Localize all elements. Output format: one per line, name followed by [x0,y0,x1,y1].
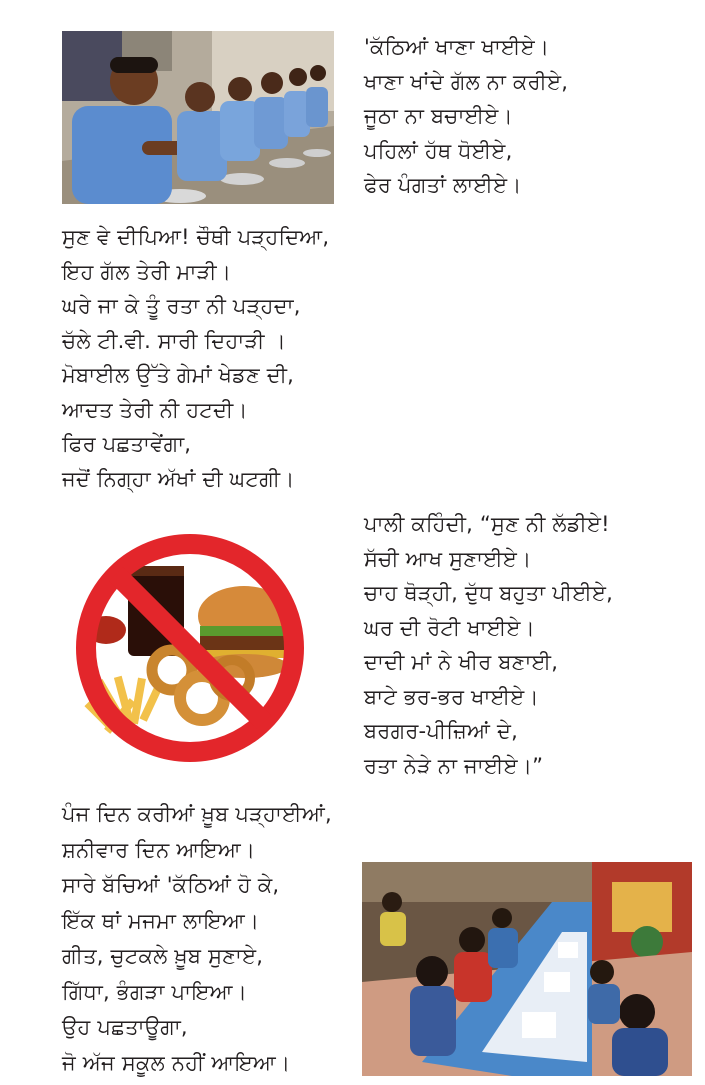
poem-line: ਸੁਣ ਵੇ ਦੀਪਿਆ! ਚੌਥੀ ਪੜ੍ਹਦਿਆ, [62,225,330,249]
poem-line: ਇਹ ਗੱਲ ਤੇਰੀ ਮਾੜੀ। [62,259,232,284]
poem-line: 'ਕੱਠਿਆਂ ਖਾਣਾ ਖਾਈਏ। [364,35,550,59]
children-eating-photo [62,31,334,204]
classroom-children-photo [362,862,692,1076]
poem-line: ਦਾਦੀ ਮਾਂ ਨੇ ਖੀਰ ਬਣਾਈ, [364,650,559,674]
poem-line: ਜਦੋਂ ਨਿਗ੍ਹਾ ਅੱਖਾਂ ਦੀ ਘਟਗੀ। [62,466,295,491]
poem-line: ਰਤਾ ਨੇੜੇ ਨਾ ਜਾਈਏ।” [364,753,544,778]
stanza-deepia [62,220,329,496]
poem-line: ਸ਼ਨੀਵਾਰ ਦਿਨ ਆਇਆ। [62,837,256,862]
poem-line: ਪਾਲੀ ਕਹਿੰਦੀ, “ਸੁਣ ਨੀ ਲੱਡੀਏ! [364,512,610,536]
poem-line: ਘਰੇ ਜਾ ਕੇ ਤੂੰ ਰਤਾ ਨੀ ਪੜ੍ਹਦਾ, [62,294,301,318]
poem-line: ਸਾਰੇ ਬੱਚਿਆਂ 'ਕੱਠਿਆਂ ਹੋ ਕੇ, [62,873,280,897]
poem-line: ਇੱਕ ਥਾਂ ਮਜਮਾ ਲਾਇਆ। [62,908,260,933]
poem-line: ਗੀਤ, ਚੁਟਕਲੇ ਖ਼ੂਬ ਸੁਣਾਏ, [62,944,264,968]
poem-line: ਪਹਿਲਾਂ ਹੱਥ ਧੋਈਏ, [364,138,513,163]
poem-line: ਸੱਚੀ ਆਖ ਸੁਣਾਈਏ। [364,546,532,571]
no-junk-food-icon [66,528,314,768]
poem-line: ਮੋਬਾਈਲ ਉੱਤੇ ਗੇਮਾਂ ਖੇਡਣ ਦੀ, [62,363,294,387]
poem-line: ਪੰਜ ਦਿਨ ਕਰੀਆਂ ਖ਼ੂਬ ਪੜ੍ਹਾਈਆਂ, [62,802,332,826]
poem-line: ਉਹ ਪਛਤਾਊਗਾ, [62,1015,188,1039]
poem-line: ਆਦਤ ਤੇਰੀ ਨੀ ਹਟਦੀ। [62,397,248,422]
poem-line: ਜੂਠਾ ਨਾ ਬਚਾਈਏ। [364,104,513,128]
poem-line: ਬਰਗਰ-ਪੀਜ਼ਿਆਂ ਦੇ, [364,719,519,743]
poem-line: ਗਿੱਧਾ, ਭੰਗੜਾ ਪਾਇਆ। [62,979,248,1004]
stanza-saturday [62,797,332,1081]
poem-line: ਜੋ ਅੱਜ ਸਕੂਲ ਨਹੀਂ ਆਇਆ। [62,1050,291,1075]
poem-line: ਘਰ ਦੀ ਰੋਟੀ ਖਾਈਏ। [364,615,536,640]
poem-line: ਚੱਲੇ ਟੀ.ਵੀ. ਸਾਰੀ ਦਿਹਾੜੀ । [62,328,286,353]
poem-line: ਚਾਹ ਥੋੜ੍ਹੀ, ਦੁੱਧ ਬਹੁਤਾ ਪੀਈਏ, [364,581,614,605]
poem-line: ਫੇਰ ਪੰਗਤਾਂ ਲਾਈਏ। [364,173,522,197]
poem-line: ਖਾਣਾ ਖਾਂਦੇ ਗੱਲ ਨਾ ਕਰੀਏ, [364,69,569,94]
poem-line: ਬਾਟੇ ਭਰ-ਭਰ ਖਾਈਏ। [364,684,539,709]
stanza-eat-together [364,30,568,203]
stanza-pali [364,507,613,783]
poem-line: ਫਿਰ ਪਛਤਾਵੇਂਗਾ, [62,432,192,456]
